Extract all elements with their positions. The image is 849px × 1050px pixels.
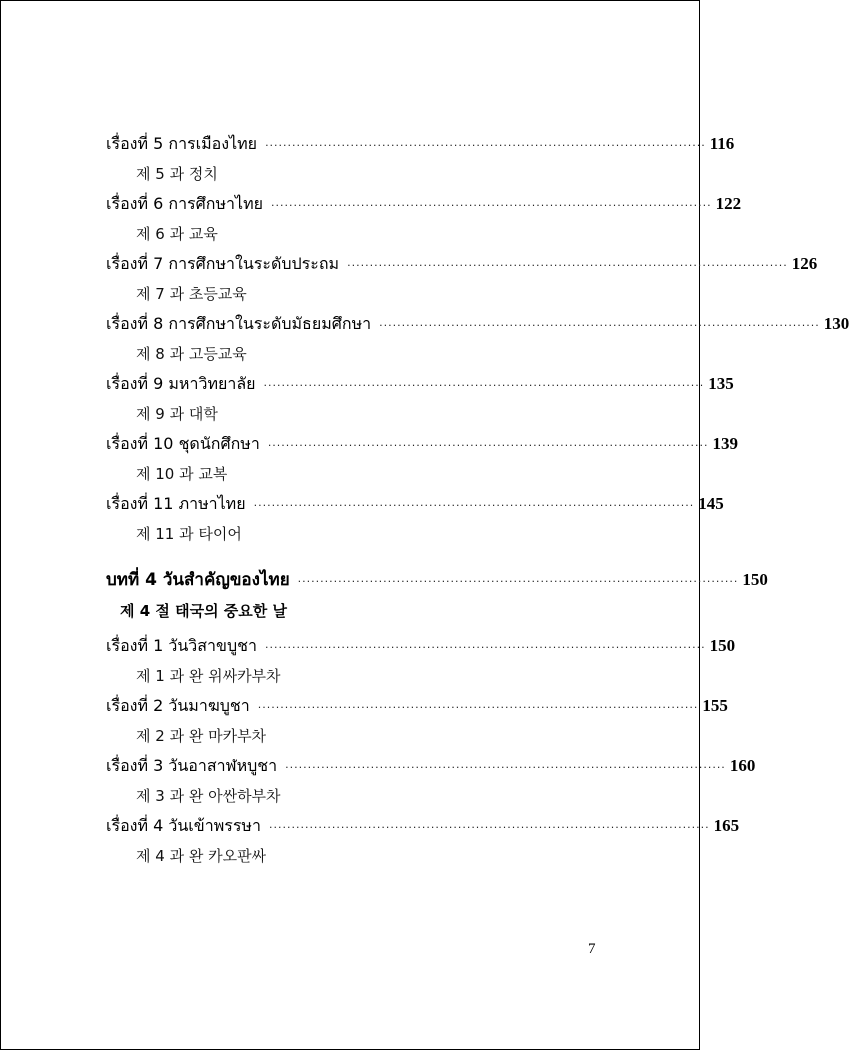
entry-korean-title: 제 10 과 교복: [136, 465, 228, 483]
entry-korean-title: 제 2 과 완 마카부차: [136, 727, 267, 745]
toc-entry: [106, 369, 734, 399]
entry-title: เรื่องที่ 1 วันวิสาขบูชา: [106, 636, 257, 655]
entry-title: เรื่องที่ 7 การศึกษาในระดับประถม: [106, 254, 340, 273]
dot-leader: ··································································································: [265, 139, 706, 152]
entry-title: เรื่องที่ 2 วันมาฆบูชา: [106, 696, 250, 715]
entry-page-number: 139: [712, 434, 738, 453]
dot-leader: ··································································································: [267, 439, 709, 452]
dot-leader: ··································································································: [347, 259, 788, 272]
entry-page-number: 145: [698, 494, 724, 513]
entry-title: เรื่องที่ 4 วันเข้าพรรษา: [106, 816, 261, 835]
entry-title: เรื่องที่ 10 ชุดนักศึกษา: [106, 434, 260, 453]
section-gap: [106, 549, 596, 565]
table-of-contents: [106, 129, 849, 871]
chapter-korean-title: 제 4 절 태국의 중요한 날: [120, 602, 287, 620]
dot-leader: ··································································································: [264, 641, 706, 654]
toc-entry: [106, 691, 728, 721]
entry-page-number: 122: [715, 194, 742, 213]
toc-entry: [106, 751, 756, 781]
chapter-page-number: 150: [742, 570, 768, 589]
entry-page-number: 126: [791, 254, 818, 273]
dot-leader: ··································································································: [271, 199, 712, 212]
chapter-title: บทที่ 4 วันสำคัญของไทย: [106, 570, 290, 590]
entry-title: เรื่องที่ 8 การศึกษาในระดับมัธยมศึกษา: [106, 314, 372, 333]
toc-entry: [106, 811, 740, 841]
entry-korean-title: 제 7 과 초등교육: [136, 285, 247, 303]
entry-page-number: 135: [708, 374, 734, 393]
dot-leader: ··································································································: [297, 575, 739, 588]
entry-page-number: 150: [709, 636, 736, 655]
toc-entry: [106, 189, 742, 219]
chapter-heading: [106, 565, 768, 595]
entry-korean-title: 제 11 과 타이어: [136, 525, 242, 543]
toc-entry: [106, 631, 736, 661]
dot-leader: ··································································································: [263, 379, 705, 392]
dot-leader: ··································································································: [285, 761, 726, 774]
entry-korean-title: 제 8 과 고등교육: [136, 345, 247, 363]
entry-title: เรื่องที่ 5 การเมืองไทย: [106, 134, 258, 153]
page-number: 7: [588, 941, 596, 957]
entry-page-number: 160: [729, 756, 756, 775]
entry-korean-title: 제 9 과 대학: [136, 405, 218, 423]
entry-korean-title: 제 5 과 정치: [136, 165, 218, 183]
entry-korean-title: 제 4 과 완 카오판싸: [136, 847, 267, 865]
toc-entry: [106, 489, 724, 519]
dot-leader: ··································································································: [257, 701, 699, 714]
dot-leader: ··································································································: [379, 319, 820, 332]
entry-title: เรื่องที่ 6 การศึกษาไทย: [106, 194, 263, 213]
entry-title: เรื่องที่ 9 มหาวิทยาลัย: [106, 374, 256, 393]
toc-entry: [106, 429, 738, 459]
entry-page-number: 130: [823, 314, 849, 333]
entry-korean-title: 제 6 과 교육: [136, 225, 218, 243]
entry-page-number: 165: [713, 816, 740, 835]
dot-leader: ··································································································: [268, 821, 710, 834]
entry-page-number: 155: [702, 696, 728, 715]
entry-page-number: 116: [709, 134, 735, 153]
entry-title: เรื่องที่ 11 ภาษาไทย: [106, 494, 246, 513]
entry-korean-title: 제 3 과 완 아싼하부차: [136, 787, 281, 805]
entry-title: เรื่องที่ 3 วันอาสาฬหบูชา: [106, 756, 278, 775]
toc-entry: [106, 309, 849, 339]
dot-leader: ··································································································: [253, 499, 695, 512]
toc-entry: [106, 249, 818, 279]
toc-entry: [106, 129, 735, 159]
entry-korean-title: 제 1 과 완 위싸카부차: [136, 667, 281, 685]
